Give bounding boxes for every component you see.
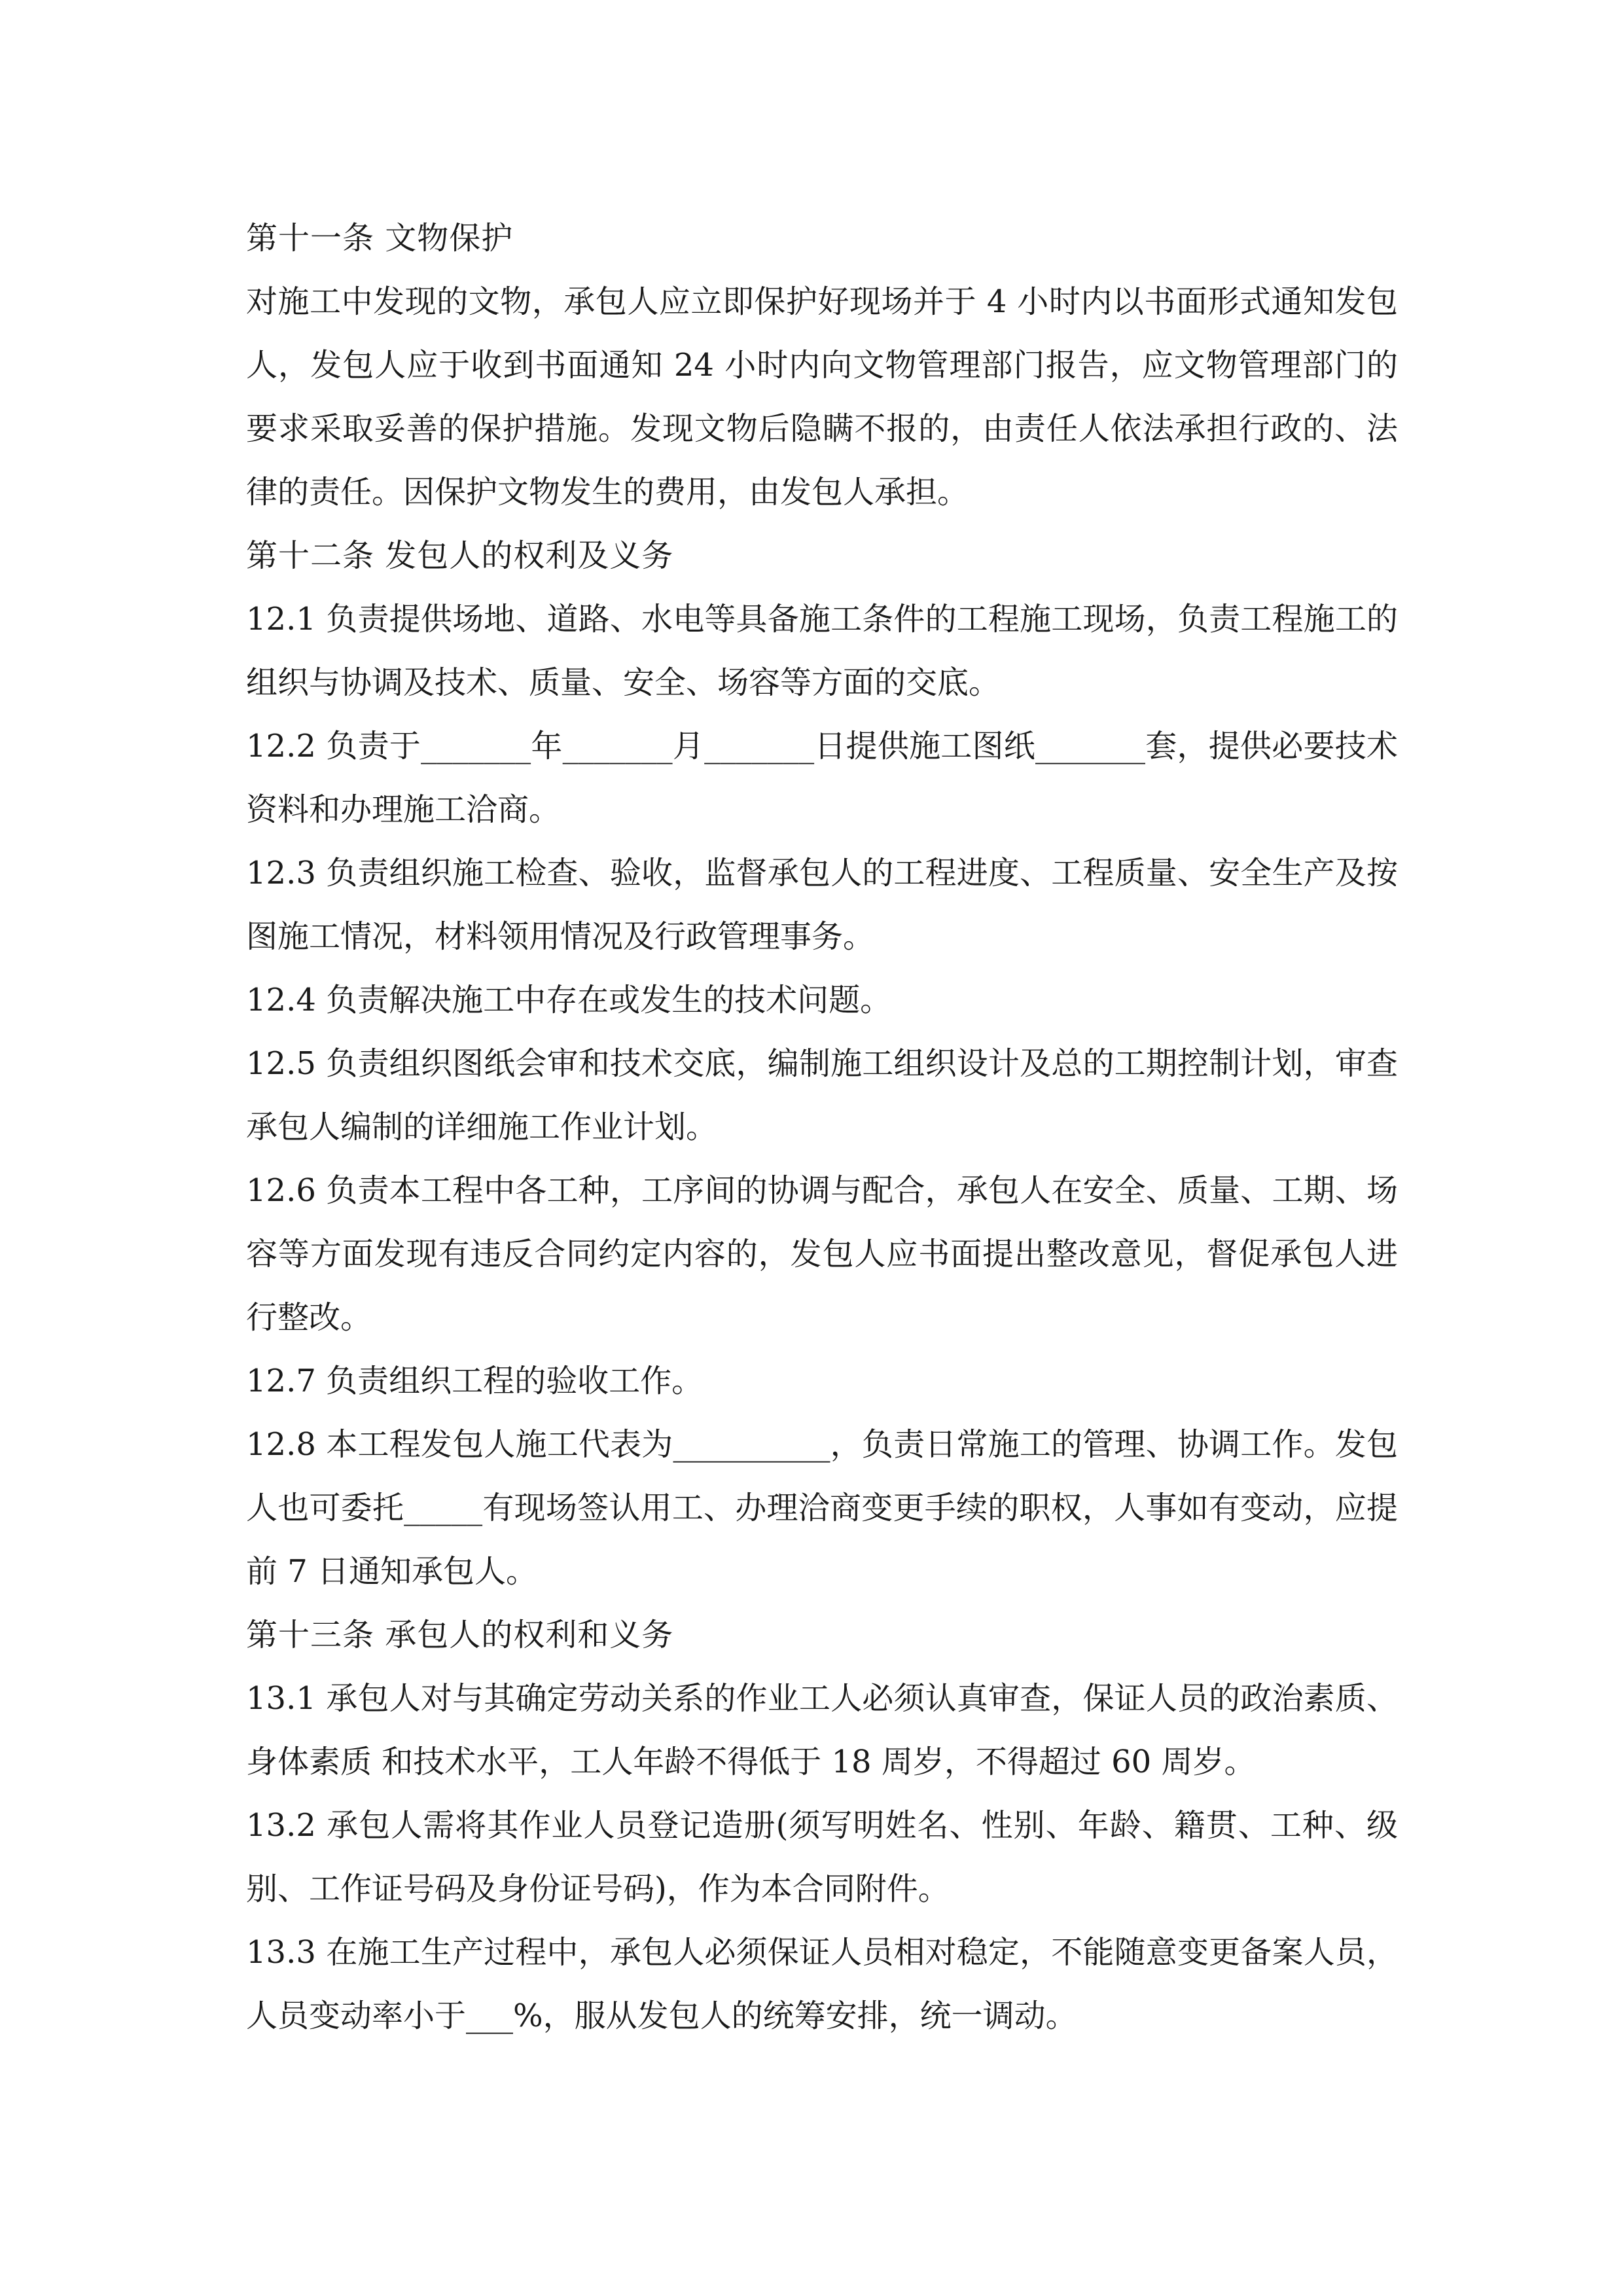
clause-12-1: 12.1 负责提供场地、道路、水电等具备施工条件的工程施工现场，负责工程施工的组织与协调及技术、质量、安全、场容等方面的交底。	[246, 601, 1398, 701]
clause-12-6: 12.6 负责本工程中各工种，工序间的协调与配合，承包人在安全、质量、工期、场容等方面发现有违反合同约定内容的，发包人应书面提出整改意见，督促承包人进行整改。	[246, 1172, 1398, 1336]
clause-12-5: 12.5 负责组织图纸会审和技术交底，编制施工组织设计及总的工期控制计划，审查承包人编制的详细施工作业计划。	[246, 1045, 1398, 1145]
document-body	[246, 207, 1398, 2048]
clause-12-7: 12.7 负责组织工程的验收工作。	[246, 1363, 704, 1399]
clause-12-4: 12.4 负责解决施工中存在或发生的技术问题。	[246, 982, 892, 1018]
clause-13-3: 13.3 在施工生产过程中，承包人必须保证人员相对稳定，不能随意变更备案人员，人员变动率小于___%，服从发包人的统筹安排，统一调动。	[246, 1934, 1398, 2034]
clause-12-3: 12.3 负责组织施工检查、验收，监督承包人的工程进度、工程质量、安全生产及按图施工情况，材料领用情况及行政管理事务。	[246, 855, 1398, 955]
paragraph-cultural-relics: 对施工中发现的文物，承包人应立即保护好现场并于 4 小时内以书面形式通知发包人，发包人应于收到书面通知 24 小时内向文物管理部门报告，应文物管理部门的要求采取妥善的保护措施。发现文物后隐瞒不报的，由责任人依法承担行政的、法律的责任。因保护文物发生的费用，由发包人承担。	[246, 283, 1398, 511]
clause-12-8: 12.8 本工程发包人施工代表为__________，负责日常施工的管理、协调工作。发包人也可委托_____有现场签认用工、办理洽商变更手续的职权，人事如有变动，应提前 7 日通知承包人。	[246, 1426, 1398, 1590]
section-heading-13: 第十三条 承包人的权利和义务	[246, 1617, 674, 1653]
section-heading-11: 第十一条 文物保护	[246, 220, 514, 257]
clause-12-2: 12.2 负责于_______年_______月_______日提供施工图纸_______套，提供必要技术资料和办理施工洽商。	[246, 728, 1398, 828]
section-heading-12: 第十二条 发包人的权利及义务	[246, 537, 674, 574]
clause-13-1: 13.1 承包人对与其确定劳动关系的作业工人必须认真审查，保证人员的政治素质、身体素质 和技术水平，工人年龄不得低于 18 周岁，不得超过 60 周岁。	[246, 1680, 1398, 1780]
clause-13-2: 13.2 承包人需将其作业人员登记造册(须写明姓名、性别、年龄、籍贯、工种、级别、工作证号码及身份证号码)，作为本合同附件。	[246, 1807, 1398, 1907]
